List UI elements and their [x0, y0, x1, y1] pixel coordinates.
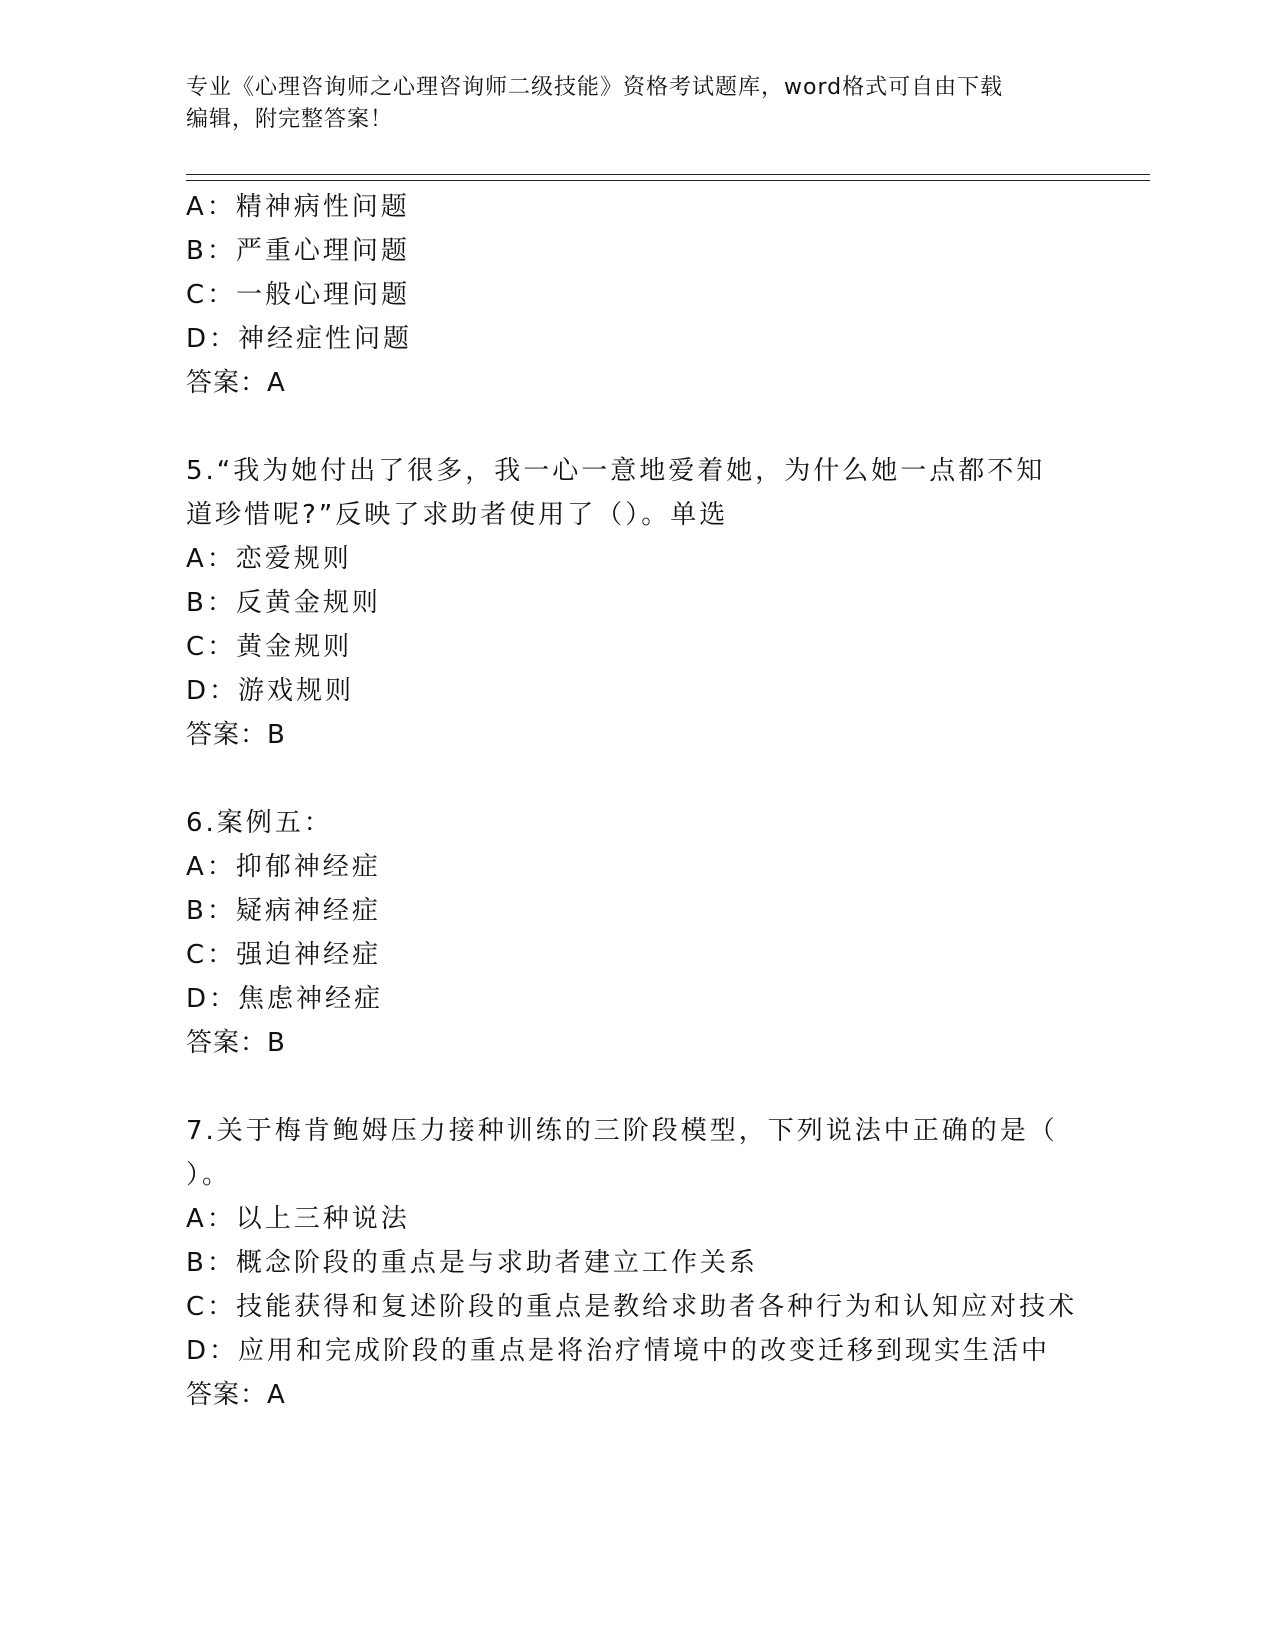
- q5-stem-line-2: 道珍惜呢?”反映了求助者使用了（）。单选: [186, 500, 729, 530]
- q5-answer: 答案：B: [186, 720, 286, 750]
- q7-option-c: C：技能获得和复述阶段的重点是教给求助者各种行为和认知应对技术: [186, 1292, 1078, 1322]
- header-line-2: 编辑，附完整答案！: [186, 107, 394, 132]
- q5-stem-line-1: 5.“我为她付出了很多，我一心一意地爱着她，为什么她一点都不知: [186, 456, 1046, 486]
- q6-option-c: C：强迫神经症: [186, 940, 382, 970]
- q4-answer: 答案：A: [186, 368, 286, 398]
- header-line-1: 专业《心理咨询师之心理咨询师二级技能》资格考试题库，word格式可自由下载: [186, 75, 1004, 100]
- header-rule-top: [186, 174, 1150, 175]
- q5-option-c: C：黄金规则: [186, 632, 353, 662]
- q5-option-d: D：游戏规则: [186, 676, 355, 706]
- document-header: [186, 72, 1086, 136]
- q7-option-d: D：应用和完成阶段的重点是将治疗情境中的改变迁移到现实生活中: [186, 1336, 1051, 1366]
- q7-option-b: B：概念阶段的重点是与求助者建立工作关系: [186, 1248, 758, 1278]
- q4-option-b: B：严重心理问题: [186, 236, 410, 266]
- q7-stem-line-2: ）。: [186, 1160, 232, 1190]
- q7-stem-line-1: 7.关于梅肯鲍姆压力接种训练的三阶段模型，下列说法中正确的是（: [186, 1116, 1058, 1146]
- q5-option-a: A：恋爱规则: [186, 544, 352, 574]
- q5-option-b: B：反黄金规则: [186, 588, 381, 618]
- q4-option-c: C：一般心理问题: [186, 280, 411, 310]
- q7-answer: 答案：A: [186, 1380, 286, 1410]
- q6-stem: 6.案例五：: [186, 808, 333, 838]
- q7-option-a: A：以上三种说法: [186, 1204, 410, 1234]
- header-rule-bottom: [186, 180, 1150, 181]
- q6-option-b: B：疑病神经症: [186, 896, 381, 926]
- q4-option-a: A：精神病性问题: [186, 192, 410, 222]
- q4-option-d: D：神经症性问题: [186, 324, 413, 354]
- q6-option-d: D：焦虑神经症: [186, 984, 384, 1014]
- q6-answer: 答案：B: [186, 1028, 286, 1058]
- q6-option-a: A：抑郁神经症: [186, 852, 381, 882]
